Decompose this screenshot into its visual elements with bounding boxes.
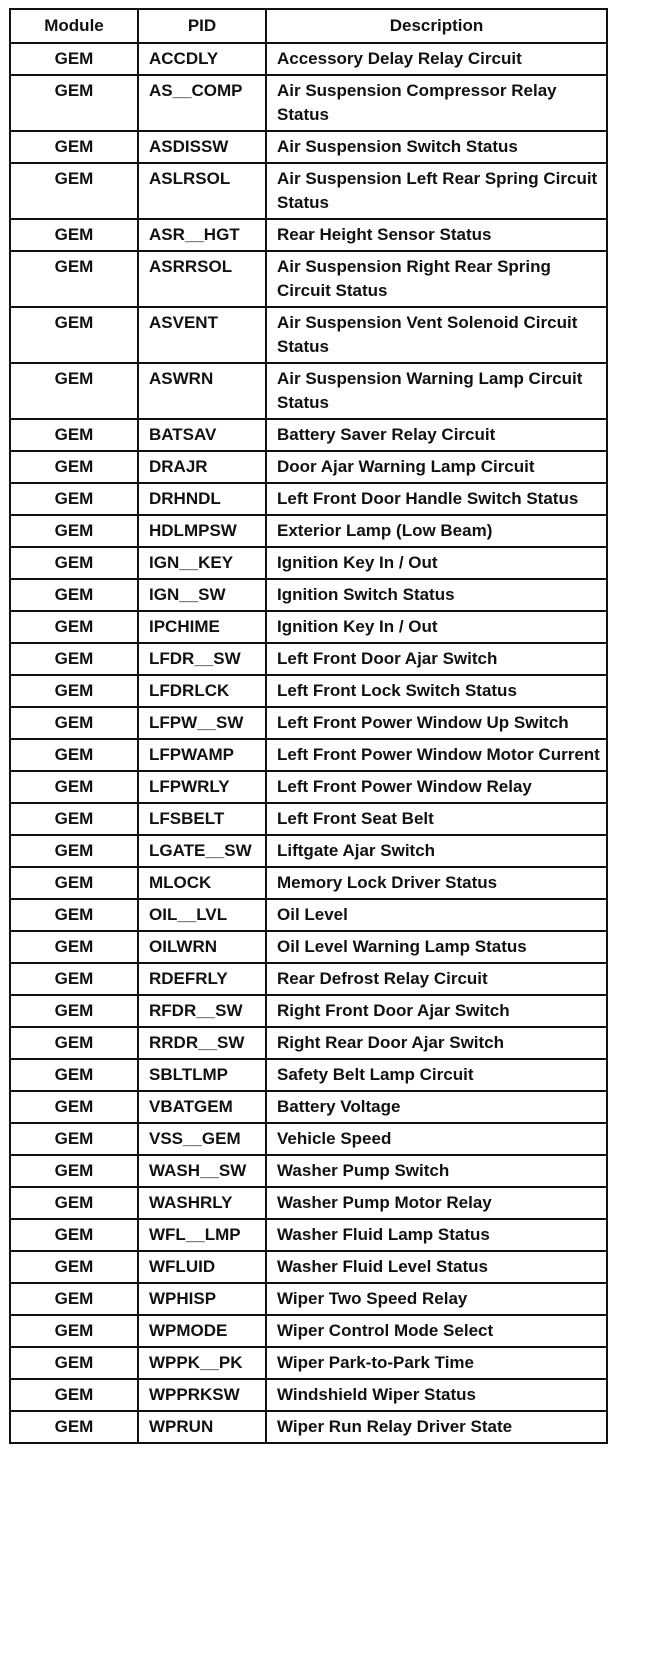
cell-pid: DRHNDL	[138, 483, 266, 515]
table-row	[10, 451, 607, 483]
cell-pid: WPPK__PK	[138, 1347, 266, 1379]
cell-description: Oil Level	[266, 899, 607, 931]
cell-description: Left Front Power Window Motor Current	[266, 739, 607, 771]
cell-pid: WPMODE	[138, 1315, 266, 1347]
cell-pid: ASRRSOL	[138, 251, 266, 307]
table-row	[10, 419, 607, 451]
cell-module: GEM	[10, 1155, 138, 1187]
cell-module: GEM	[10, 1379, 138, 1411]
cell-module: GEM	[10, 163, 138, 219]
cell-description: Air Suspension Switch Status	[266, 131, 607, 163]
table-row	[10, 1347, 607, 1379]
cell-module: GEM	[10, 1411, 138, 1443]
cell-description: Left Front Lock Switch Status	[266, 675, 607, 707]
cell-module: GEM	[10, 1315, 138, 1347]
table-row	[10, 219, 607, 251]
table-row	[10, 1155, 607, 1187]
cell-pid: WASHRLY	[138, 1187, 266, 1219]
cell-description: Right Front Door Ajar Switch	[266, 995, 607, 1027]
cell-description: Air Suspension Compressor Relay Status	[266, 75, 607, 131]
cell-module: GEM	[10, 963, 138, 995]
table-row	[10, 251, 607, 307]
table-row	[10, 307, 607, 363]
cell-module: GEM	[10, 75, 138, 131]
cell-description: Ignition Key In / Out	[266, 547, 607, 579]
cell-pid: OILWRN	[138, 931, 266, 963]
cell-description: Liftgate Ajar Switch	[266, 835, 607, 867]
table-row	[10, 739, 607, 771]
table-row	[10, 1187, 607, 1219]
cell-pid: IPCHIME	[138, 611, 266, 643]
table-row	[10, 1411, 607, 1443]
cell-description: Left Front Seat Belt	[266, 803, 607, 835]
cell-pid: LFSBELT	[138, 803, 266, 835]
cell-module: GEM	[10, 835, 138, 867]
cell-pid: LFPWRLY	[138, 771, 266, 803]
cell-module: GEM	[10, 899, 138, 931]
cell-pid: VBATGEM	[138, 1091, 266, 1123]
table-row	[10, 963, 607, 995]
cell-description: Exterior Lamp (Low Beam)	[266, 515, 607, 547]
table-row	[10, 867, 607, 899]
cell-module: GEM	[10, 515, 138, 547]
table-row	[10, 803, 607, 835]
cell-pid: OIL__LVL	[138, 899, 266, 931]
cell-module: GEM	[10, 931, 138, 963]
cell-module: GEM	[10, 579, 138, 611]
header-module: Module	[10, 9, 138, 43]
cell-pid: MLOCK	[138, 867, 266, 899]
cell-module: GEM	[10, 307, 138, 363]
cell-description: Battery Voltage	[266, 1091, 607, 1123]
cell-pid: LFPW__SW	[138, 707, 266, 739]
cell-module: GEM	[10, 643, 138, 675]
cell-module: GEM	[10, 1219, 138, 1251]
header-pid: PID	[138, 9, 266, 43]
cell-description: Left Front Door Handle Switch Status	[266, 483, 607, 515]
cell-pid: ASDISSW	[138, 131, 266, 163]
cell-module: GEM	[10, 1027, 138, 1059]
cell-pid: ASWRN	[138, 363, 266, 419]
cell-module: GEM	[10, 251, 138, 307]
cell-description: Memory Lock Driver Status	[266, 867, 607, 899]
table-row	[10, 1315, 607, 1347]
cell-pid: LGATE__SW	[138, 835, 266, 867]
cell-pid: DRAJR	[138, 451, 266, 483]
cell-module: GEM	[10, 995, 138, 1027]
cell-module: GEM	[10, 451, 138, 483]
table-row	[10, 1379, 607, 1411]
cell-module: GEM	[10, 803, 138, 835]
table-row	[10, 835, 607, 867]
cell-module: GEM	[10, 43, 138, 75]
cell-module: GEM	[10, 1059, 138, 1091]
cell-pid: IGN__SW	[138, 579, 266, 611]
cell-module: GEM	[10, 867, 138, 899]
cell-description: Air Suspension Right Rear Spring Circuit Status	[266, 251, 607, 307]
cell-pid: HDLMPSW	[138, 515, 266, 547]
table-body	[10, 43, 607, 1443]
cell-module: GEM	[10, 611, 138, 643]
cell-module: GEM	[10, 219, 138, 251]
table-row	[10, 1219, 607, 1251]
cell-description: Left Front Door Ajar Switch	[266, 643, 607, 675]
cell-module: GEM	[10, 363, 138, 419]
cell-description: Windshield Wiper Status	[266, 1379, 607, 1411]
cell-module: GEM	[10, 1123, 138, 1155]
cell-module: GEM	[10, 1347, 138, 1379]
table-row	[10, 675, 607, 707]
cell-module: GEM	[10, 739, 138, 771]
table-row	[10, 515, 607, 547]
cell-description: Washer Fluid Level Status	[266, 1251, 607, 1283]
table-row	[10, 611, 607, 643]
cell-description: Oil Level Warning Lamp Status	[266, 931, 607, 963]
header-row	[10, 9, 607, 43]
table-row	[10, 163, 607, 219]
cell-module: GEM	[10, 419, 138, 451]
table-row	[10, 43, 607, 75]
table-row	[10, 931, 607, 963]
cell-description: Right Rear Door Ajar Switch	[266, 1027, 607, 1059]
cell-module: GEM	[10, 1187, 138, 1219]
cell-description: Vehicle Speed	[266, 1123, 607, 1155]
cell-description: Wiper Run Relay Driver State	[266, 1411, 607, 1443]
cell-pid: LFDRLCK	[138, 675, 266, 707]
cell-description: Wiper Two Speed Relay	[266, 1283, 607, 1315]
cell-pid: ASLRSOL	[138, 163, 266, 219]
cell-description: Washer Pump Switch	[266, 1155, 607, 1187]
table-row	[10, 1251, 607, 1283]
table-row	[10, 363, 607, 419]
cell-description: Accessory Delay Relay Circuit	[266, 43, 607, 75]
cell-pid: WASH__SW	[138, 1155, 266, 1187]
table-row	[10, 547, 607, 579]
cell-module: GEM	[10, 1091, 138, 1123]
table-row	[10, 995, 607, 1027]
cell-description: Left Front Power Window Relay	[266, 771, 607, 803]
cell-description: Washer Pump Motor Relay	[266, 1187, 607, 1219]
cell-description: Wiper Control Mode Select	[266, 1315, 607, 1347]
cell-pid: VSS__GEM	[138, 1123, 266, 1155]
table-row	[10, 131, 607, 163]
table-row	[10, 1059, 607, 1091]
cell-pid: WPPRKSW	[138, 1379, 266, 1411]
cell-description: Ignition Switch Status	[266, 579, 607, 611]
cell-description: Washer Fluid Lamp Status	[266, 1219, 607, 1251]
cell-pid: IGN__KEY	[138, 547, 266, 579]
cell-module: GEM	[10, 771, 138, 803]
cell-description: Battery Saver Relay Circuit	[266, 419, 607, 451]
cell-module: GEM	[10, 1251, 138, 1283]
pid-table-container	[9, 8, 608, 1444]
cell-description: Air Suspension Vent Solenoid Circuit Status	[266, 307, 607, 363]
cell-description: Wiper Park-to-Park Time	[266, 1347, 607, 1379]
cell-description: Air Suspension Warning Lamp Circuit Status	[266, 363, 607, 419]
cell-module: GEM	[10, 1283, 138, 1315]
cell-description: Rear Height Sensor Status	[266, 219, 607, 251]
cell-pid: AS__COMP	[138, 75, 266, 131]
pid-table	[9, 8, 608, 1444]
cell-module: GEM	[10, 547, 138, 579]
table-row	[10, 643, 607, 675]
cell-pid: LFDR__SW	[138, 643, 266, 675]
cell-pid: BATSAV	[138, 419, 266, 451]
table-row	[10, 483, 607, 515]
cell-pid: ASVENT	[138, 307, 266, 363]
cell-pid: RFDR__SW	[138, 995, 266, 1027]
cell-pid: ACCDLY	[138, 43, 266, 75]
cell-pid: WPHISP	[138, 1283, 266, 1315]
cell-pid: ASR__HGT	[138, 219, 266, 251]
cell-pid: LFPWAMP	[138, 739, 266, 771]
table-row	[10, 1283, 607, 1315]
cell-pid: SBLTLMP	[138, 1059, 266, 1091]
cell-description: Door Ajar Warning Lamp Circuit	[266, 451, 607, 483]
table-row	[10, 75, 607, 131]
cell-pid: WPRUN	[138, 1411, 266, 1443]
table-row	[10, 899, 607, 931]
cell-module: GEM	[10, 675, 138, 707]
table-row	[10, 771, 607, 803]
table-row	[10, 707, 607, 739]
table-row	[10, 1123, 607, 1155]
table-row	[10, 1027, 607, 1059]
cell-module: GEM	[10, 707, 138, 739]
cell-description: Left Front Power Window Up Switch	[266, 707, 607, 739]
table-row	[10, 579, 607, 611]
cell-description: Rear Defrost Relay Circuit	[266, 963, 607, 995]
cell-module: GEM	[10, 483, 138, 515]
header-description: Description	[266, 9, 607, 43]
cell-description: Air Suspension Left Rear Spring Circuit Status	[266, 163, 607, 219]
table-row	[10, 1091, 607, 1123]
table-header	[10, 9, 607, 43]
cell-pid: WFLUID	[138, 1251, 266, 1283]
cell-module: GEM	[10, 131, 138, 163]
cell-pid: RRDR__SW	[138, 1027, 266, 1059]
cell-pid: WFL__LMP	[138, 1219, 266, 1251]
cell-pid: RDEFRLY	[138, 963, 266, 995]
cell-description: Safety Belt Lamp Circuit	[266, 1059, 607, 1091]
cell-description: Ignition Key In / Out	[266, 611, 607, 643]
